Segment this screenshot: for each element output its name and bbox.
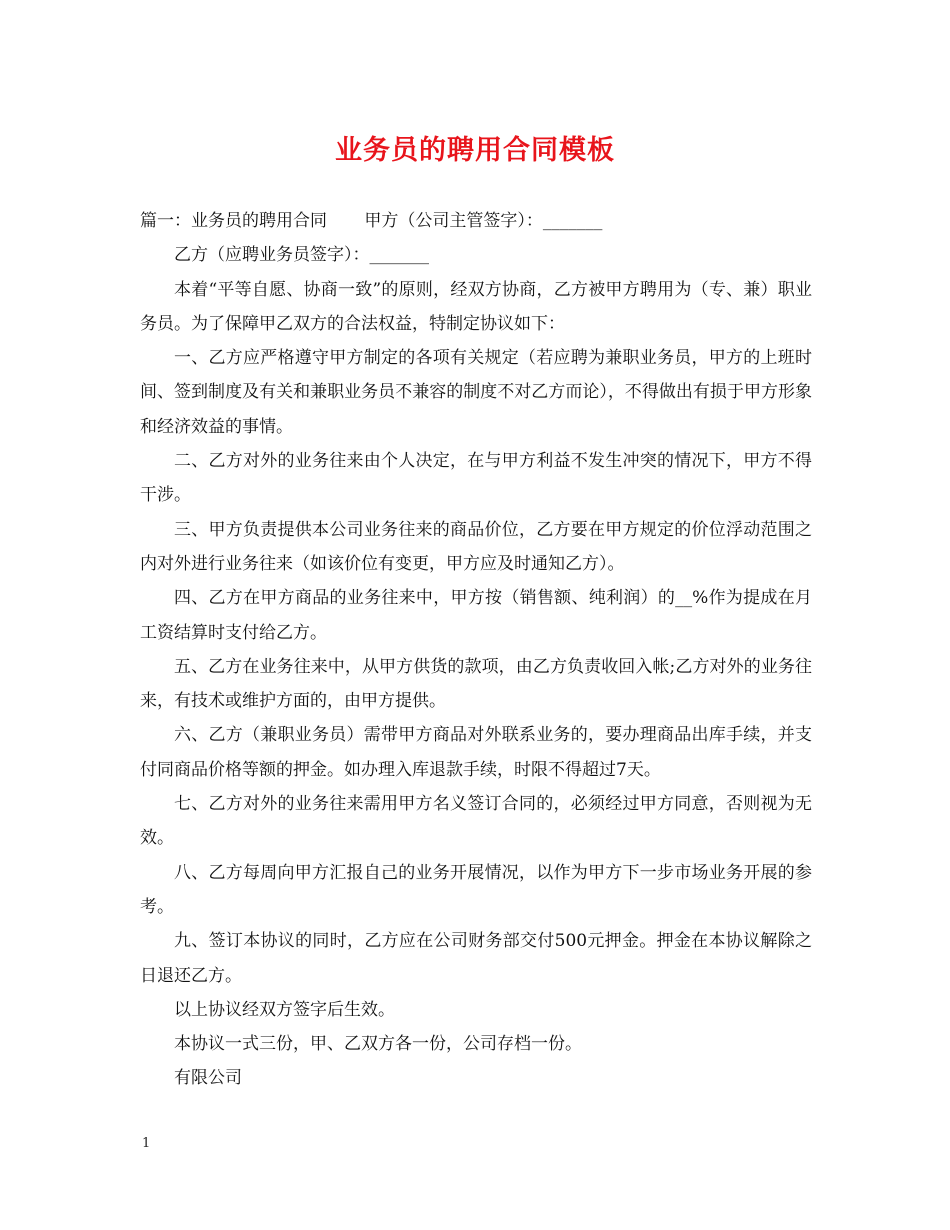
clause-7: 七、乙方对外的业务往来需用甲方名义签订合同的，必须经过甲方同意，否则视为无效。 xyxy=(140,794,812,849)
copies-statement: 本协议一式三份，甲、乙双方各一份，公司存档一份。 xyxy=(174,1034,582,1055)
clause-2: 二、乙方对外的业务往来由个人决定，在与甲方利益不发生冲突的情况下，甲方不得干涉。 xyxy=(140,451,812,506)
header-line xyxy=(140,204,812,238)
clause-3: 三、甲方负责提供本公司业务往来的商品价位，乙方要在甲方规定的价位浮动范围之内对外进行业务往来（如该价位有变更，甲方应及时通知乙方）。 xyxy=(140,519,812,574)
clause-9: 九、签订本协议的同时，乙方应在公司财务部交付500元押金。押金在本协议解除之日退还乙方。 xyxy=(140,931,812,986)
effective-statement: 以上协议经双方签字后生效。 xyxy=(174,999,395,1020)
party-a-signature-line: 甲方（公司主管签字）：_______ xyxy=(364,211,603,231)
document-title: 业务员的聘用合同模板 xyxy=(335,135,615,166)
clause-4: 四、乙方在甲方商品的业务往来中，甲方按（销售额、纯利润）的__%作为提成在月工资结算时支付给乙方。 xyxy=(140,588,812,643)
paragraph-intro: 本着“平等自愿、协商一致”的原则，经双方协商，乙方被甲方聘用为（专、兼）职业务员。为了保障甲乙双方的合法权益，特制定协议如下： xyxy=(140,279,812,334)
clause-1: 一、乙方应严格遵守甲方制定的各项有关规定（若应聘为兼职业务员，甲方的上班时间、签到制度及有关和兼职业务员不兼容的制度不对乙方而论），不得做出有损于甲方形象和经济效益的事情。 xyxy=(140,348,812,437)
party-b-signature-line: 乙方（应聘业务员签字）：_______ xyxy=(174,245,429,266)
page-number: 1 xyxy=(142,1136,151,1151)
clause-5: 五、乙方在业务往来中，从甲方供货的款项，由乙方负责收回入帐;乙方对外的业务往来，有技术或维护方面的，由甲方提供。 xyxy=(140,656,812,712)
clause-8: 八、乙方每周向甲方汇报自己的业务开展情况，以作为甲方下一步市场业务开展的参考。 xyxy=(140,862,812,917)
company-name: 有限公司 xyxy=(174,1068,242,1089)
document-body xyxy=(140,204,812,1096)
clause-6: 六、乙方（兼职业务员）需带甲方商品对外联系业务的，要办理商品出库手续，并支付同商品价格等额的押金。如办理入库退款手续，时限不得超过7天。 xyxy=(140,725,812,780)
section-label: 篇一：业务员的聘用合同 xyxy=(140,211,327,231)
